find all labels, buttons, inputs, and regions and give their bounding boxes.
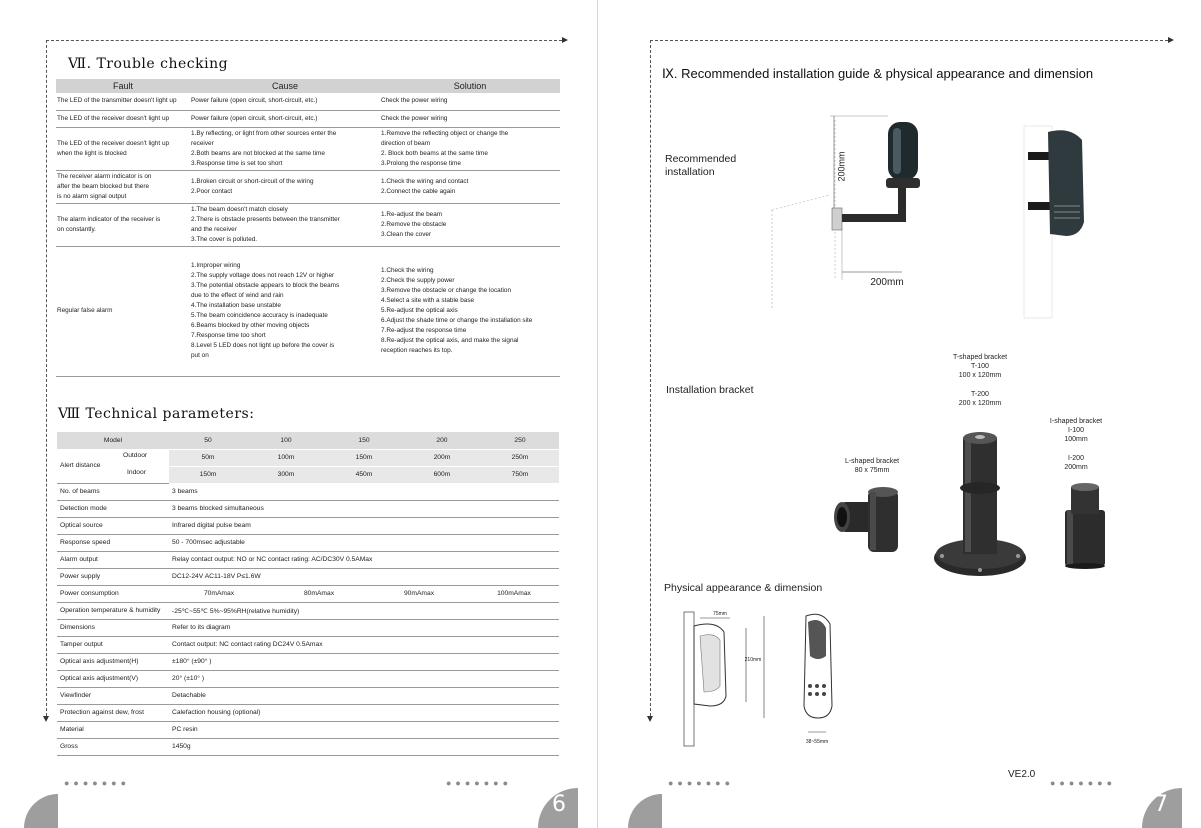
i-shaped-bracket-image bbox=[1055, 480, 1115, 570]
solution-header: Solution bbox=[380, 79, 560, 93]
trouble-line: 1.Improper wiring bbox=[191, 262, 241, 269]
trouble-line: reception reaches its top. bbox=[381, 347, 453, 354]
trouble-line: 1.By reflecting, or light from other sources enter the bbox=[191, 129, 337, 137]
trouble-row bbox=[56, 203, 560, 246]
tech-param-value: 1450g bbox=[169, 738, 559, 755]
version-label: VE2.0 bbox=[1008, 769, 1036, 780]
trouble-line: 2.The supply voltage does not reach 12V or higher bbox=[191, 272, 335, 279]
outdoor-cell: 50m bbox=[169, 449, 247, 466]
power-consumption-value: 80mAmax bbox=[303, 590, 335, 597]
trouble-line: after the beam blocked but there bbox=[57, 182, 150, 190]
i100-label: I-100 bbox=[1068, 427, 1084, 434]
indoor-cell: 300m bbox=[247, 466, 325, 483]
model-cell: 250 bbox=[481, 432, 559, 449]
trouble-solution-cell bbox=[380, 203, 560, 246]
trouble-line: receiver bbox=[191, 139, 214, 147]
trouble-line: 2.Check the supply power bbox=[381, 277, 455, 284]
trouble-line: 1.Check the wiring bbox=[381, 267, 434, 274]
trouble-line: Check the power wiring bbox=[381, 97, 448, 105]
footer-dots: ●●●●●●● bbox=[64, 778, 131, 788]
tech-param-row bbox=[57, 500, 559, 517]
model-label: Model bbox=[57, 432, 169, 449]
trouble-checking-table bbox=[56, 79, 560, 377]
trouble-cause-cell bbox=[190, 246, 380, 376]
tech-param-label: Material bbox=[57, 721, 169, 738]
model-cell: 150 bbox=[325, 432, 403, 449]
footer-dots: ●●●●●●● bbox=[668, 778, 735, 788]
model-cell: 100 bbox=[247, 432, 325, 449]
tech-param-label: Response speed bbox=[57, 534, 169, 551]
t100-size: 100 x 120mm bbox=[958, 372, 1002, 379]
model-cell: 200 bbox=[403, 432, 481, 449]
i100-size: 100mm bbox=[1064, 436, 1088, 443]
l-bracket-name: L-shaped bracket bbox=[844, 458, 900, 465]
trouble-line: 1.The beam doesn't match closely bbox=[191, 205, 288, 213]
tech-param-value: DC12-24V AC11-18V P≤1.6W bbox=[169, 568, 559, 585]
tech-param-label: Optical source bbox=[57, 517, 169, 534]
tech-param-row bbox=[57, 483, 559, 500]
width-dimension-label: 75mm bbox=[713, 611, 727, 617]
tech-param-value: 20° (±10° ) bbox=[169, 670, 559, 687]
trouble-solution-cell bbox=[380, 93, 560, 110]
trouble-line: The receiver alarm indicator is on bbox=[57, 172, 152, 180]
trouble-line: when the light is blocked bbox=[57, 149, 127, 157]
physical-appearance-label: Physical appearance & dimension bbox=[664, 582, 823, 594]
power-consumption-row bbox=[57, 585, 559, 602]
outdoor-cell: 150m bbox=[325, 449, 403, 466]
footer-corner-left bbox=[24, 794, 58, 828]
trouble-line: 8.Level 5 LED does not light up before the cover is bbox=[191, 342, 335, 349]
technical-parameters-title: Ⅷ Technical parameters: bbox=[58, 406, 255, 422]
trouble-solution-cell bbox=[380, 127, 560, 170]
l-shaped-bracket-image bbox=[830, 482, 910, 562]
trouble-line: 2.Connect the cable again bbox=[381, 187, 456, 195]
model-cell: 50 bbox=[169, 432, 247, 449]
power-consumption-label: Power consumption bbox=[57, 585, 169, 602]
physical-dimension-drawing bbox=[680, 606, 880, 751]
tech-param-label: Dimensions bbox=[57, 619, 169, 636]
tech-param-row bbox=[57, 517, 559, 534]
fault-header: Fault bbox=[56, 79, 190, 93]
tech-param-row bbox=[57, 738, 559, 755]
tech-param-label: Detection mode bbox=[57, 500, 169, 517]
tech-param-label: Operation temperature & humidity bbox=[57, 602, 169, 619]
trouble-line: 3.Clean the cover bbox=[381, 230, 432, 238]
trouble-line: 3.Prolong the response time bbox=[381, 159, 461, 167]
l-bracket-size: 80 x 75mm bbox=[854, 467, 890, 474]
trouble-line: 1.Remove the reflecting object or change the bbox=[381, 129, 509, 137]
footer-corner-left bbox=[628, 794, 662, 828]
outdoor-label: Outdoor bbox=[123, 451, 148, 459]
trouble-line: The LED of the transmitter doesn't light up bbox=[57, 97, 177, 105]
tech-param-value: PC resin bbox=[169, 721, 559, 738]
tech-param-value: 50 - 700msec adjustable bbox=[169, 534, 559, 551]
trouble-line: 2. Block both beams at the same time bbox=[381, 149, 488, 157]
pole-strap bbox=[1028, 152, 1050, 160]
tech-param-value: Detachable bbox=[169, 687, 559, 704]
tech-param-label: Viewfinder bbox=[57, 687, 169, 704]
trouble-line: The alarm indicator of the receiver is bbox=[57, 215, 161, 223]
trouble-line: due to the effect of wind and rain bbox=[191, 292, 284, 299]
trouble-line: 3.The potential obstacle appears to block the beams bbox=[191, 282, 340, 289]
tech-param-value: ±180° (±90° ) bbox=[169, 653, 559, 670]
model-row bbox=[57, 432, 559, 449]
t-bracket-name: T-shaped bracket bbox=[952, 354, 1008, 361]
indoor-label: Indoor bbox=[127, 468, 146, 476]
trouble-line: put on bbox=[191, 352, 209, 359]
trouble-row bbox=[56, 170, 560, 203]
tech-param-row bbox=[57, 704, 559, 721]
recommended-installation-drawing bbox=[770, 110, 1050, 320]
trouble-line: 2.Remove the obstacle bbox=[381, 220, 447, 228]
trouble-line: direction of beam bbox=[381, 139, 431, 147]
trouble-line: 6.Adjust the shade time or change the installation site bbox=[381, 317, 533, 324]
indoor-cell: 450m bbox=[325, 466, 403, 483]
t200-size: 200 x 120mm bbox=[958, 400, 1002, 407]
guide-arrow-down-icon bbox=[43, 716, 49, 722]
power-consumption-value: 90mAmax bbox=[403, 590, 435, 597]
guide-arrow-right-icon bbox=[1168, 37, 1174, 43]
tech-param-label: Protection against dew, frost bbox=[57, 704, 169, 721]
trouble-line: 6.Beams blocked by other moving objects bbox=[191, 322, 310, 329]
trouble-line: The LED of the receiver doesn't light up bbox=[57, 114, 170, 122]
left-page bbox=[0, 0, 598, 828]
tech-param-label: Optical axis adjustment(H) bbox=[57, 653, 169, 670]
depth-dimension-label: 38~55mm bbox=[805, 739, 829, 745]
page-number: 7 bbox=[1154, 792, 1168, 817]
trouble-cause-cell bbox=[190, 127, 380, 170]
tech-param-row bbox=[57, 534, 559, 551]
trouble-line: Power failure (open circuit, short-circuit, etc.) bbox=[191, 114, 318, 122]
tech-param-row bbox=[57, 670, 559, 687]
trouble-line: on constantly. bbox=[57, 225, 96, 233]
trouble-cause-cell bbox=[190, 110, 380, 127]
indoor-cell: 150m bbox=[169, 466, 247, 483]
trouble-line: 4.Select a site with a stable base bbox=[381, 297, 475, 304]
trouble-line: 2.Poor contact bbox=[191, 187, 233, 195]
vertical-dimension-label: 200mm bbox=[836, 151, 847, 182]
outdoor-cell: 250m bbox=[481, 449, 559, 466]
tech-param-value: Infrared digital pulse beam bbox=[169, 517, 559, 534]
trouble-fault-cell bbox=[56, 93, 190, 110]
trouble-row bbox=[56, 246, 560, 376]
trouble-line: Check the power wiring bbox=[381, 114, 448, 122]
indoor-cell: 600m bbox=[403, 466, 481, 483]
trouble-line: 1.Broken circuit or short-circuit of the wiring bbox=[191, 177, 314, 185]
pole-mounted-drawing bbox=[1010, 122, 1100, 322]
tech-param-value: 3 beams blocked simultaneous bbox=[169, 500, 559, 517]
detector-unit bbox=[1048, 130, 1084, 236]
trouble-row bbox=[56, 110, 560, 127]
trouble-line: 3.The cover is polluted. bbox=[191, 235, 258, 243]
power-consumption-values bbox=[169, 585, 559, 602]
trouble-line: 3.Response time is set too short bbox=[191, 159, 283, 167]
recommended-installation-label: Recommended installation bbox=[665, 153, 737, 178]
tech-param-row bbox=[57, 721, 559, 738]
trouble-row bbox=[56, 127, 560, 170]
trouble-solution-cell bbox=[380, 246, 560, 376]
trouble-line: 8.Re-adjust the optical axis, and make the signal bbox=[381, 337, 519, 344]
wall-side-line bbox=[684, 612, 694, 746]
i200-size: 200mm bbox=[1064, 464, 1088, 471]
power-consumption-value: 70mAmax bbox=[203, 590, 235, 597]
cause-header: Cause bbox=[190, 79, 380, 93]
tech-param-row bbox=[57, 551, 559, 568]
tech-param-value: Relay contact output: NO or NC contact rating: AC/DC30V 0.5AMax bbox=[169, 551, 559, 568]
tech-param-label: No. of beams bbox=[57, 483, 169, 500]
tech-param-label: Tamper output bbox=[57, 636, 169, 653]
tech-param-row bbox=[57, 636, 559, 653]
top-dashed-guide bbox=[650, 40, 1168, 41]
trouble-line: is no alarm signal output bbox=[57, 192, 127, 200]
tech-param-label: Alarm output bbox=[57, 551, 169, 568]
installation-bracket-label: Installation bracket bbox=[666, 384, 754, 396]
trouble-line: 7.Re-adjust the response time bbox=[381, 327, 467, 334]
outdoor-row bbox=[57, 449, 559, 466]
alert-distance-cell bbox=[57, 449, 169, 483]
tech-param-row bbox=[57, 687, 559, 704]
tech-param-label: Optical axis adjustment(V) bbox=[57, 670, 169, 687]
trouble-line: 5.The beam coincidence accuracy is inadequate bbox=[191, 312, 328, 319]
left-dashed-guide bbox=[46, 40, 47, 716]
page-number: 6 bbox=[552, 792, 566, 817]
trouble-line: 4.The installation base unstable bbox=[191, 302, 281, 309]
left-dashed-guide bbox=[650, 40, 651, 716]
tech-param-row bbox=[57, 602, 559, 619]
installation-guide-title: Ⅸ. Recommended installation guide & physical appearance and dimension bbox=[662, 66, 1094, 81]
tech-param-row bbox=[57, 653, 559, 670]
outdoor-cell: 200m bbox=[403, 449, 481, 466]
trouble-line: Power failure (open circuit, short-circuit, etc.) bbox=[191, 97, 318, 105]
trouble-cause-cell bbox=[190, 170, 380, 203]
trouble-line: 2.Both beams are not blocked at the same time bbox=[191, 149, 325, 157]
trouble-fault-cell bbox=[56, 110, 190, 127]
trouble-line: 1.Re-adjust the beam bbox=[381, 210, 443, 218]
right-page bbox=[600, 0, 1201, 828]
i-bracket-name: I-shaped bracket bbox=[1049, 418, 1103, 425]
footer-dots: ●●●●●●● bbox=[1050, 778, 1117, 788]
tech-param-value: -25℃~55℃ 5%~95%RH(relative humidity) bbox=[169, 602, 559, 619]
trouble-fault-cell bbox=[56, 246, 190, 376]
trouble-line: The LED of the receiver doesn't light up bbox=[57, 139, 170, 147]
power-consumption-value: 100mAmax bbox=[497, 590, 531, 597]
tech-param-value: Refer to its diagram bbox=[169, 619, 559, 636]
trouble-solution-cell bbox=[380, 110, 560, 127]
trouble-cause-cell bbox=[190, 93, 380, 110]
t-shaped-bracket-image bbox=[930, 418, 1030, 583]
trouble-table-header bbox=[56, 79, 560, 93]
trouble-row bbox=[56, 93, 560, 110]
trouble-line: 7.Response time too short bbox=[191, 332, 266, 339]
trouble-solution-cell bbox=[380, 170, 560, 203]
tech-param-row bbox=[57, 568, 559, 585]
indoor-cell: 750m bbox=[481, 466, 559, 483]
trouble-line: Regular false alarm bbox=[57, 307, 113, 314]
trouble-line: 5.Re-adjust the optical axis bbox=[381, 307, 458, 314]
trouble-cause-cell bbox=[190, 203, 380, 246]
technical-parameters-table bbox=[57, 432, 559, 756]
pole-strap bbox=[1028, 202, 1050, 210]
tech-param-label: Power supply bbox=[57, 568, 169, 585]
trouble-fault-cell bbox=[56, 170, 190, 203]
tech-param-value: Contact output: NC contact rating DC24V 0.5Amax bbox=[169, 636, 559, 653]
detector-unit bbox=[886, 122, 920, 188]
t100-label: T-100 bbox=[971, 363, 989, 370]
wall-perspective-lines bbox=[772, 120, 835, 310]
outdoor-cell: 100m bbox=[247, 449, 325, 466]
guide-arrow-right-icon bbox=[562, 37, 568, 43]
alert-distance-label: Alert distance bbox=[60, 461, 101, 469]
tech-param-value: Calefaction housing (optional) bbox=[169, 704, 559, 721]
tech-param-value: 3 beams bbox=[169, 483, 559, 500]
footer-dots: ●●●●●●● bbox=[446, 778, 513, 788]
horizontal-dimension-label: 200mm bbox=[870, 277, 904, 288]
tech-param-label: Gross bbox=[57, 738, 169, 755]
trouble-line: 2.There is obstacle presents between the transmitter bbox=[191, 215, 340, 223]
trouble-line: 3.Remove the obstacle or change the location bbox=[381, 287, 512, 294]
i200-label: I-200 bbox=[1068, 455, 1084, 462]
trouble-fault-cell bbox=[56, 203, 190, 246]
trouble-checking-title: Ⅶ. Trouble checking bbox=[68, 56, 229, 72]
guide-arrow-down-icon bbox=[647, 716, 653, 722]
trouble-fault-cell bbox=[56, 127, 190, 170]
t200-label: T-200 bbox=[971, 391, 989, 398]
trouble-line: and the receiver bbox=[191, 225, 237, 233]
tech-param-row bbox=[57, 619, 559, 636]
trouble-line: 1.Check the wiring and contact bbox=[381, 177, 469, 185]
height-dimension-label: 210mm bbox=[744, 657, 762, 663]
top-dashed-guide bbox=[46, 40, 562, 41]
